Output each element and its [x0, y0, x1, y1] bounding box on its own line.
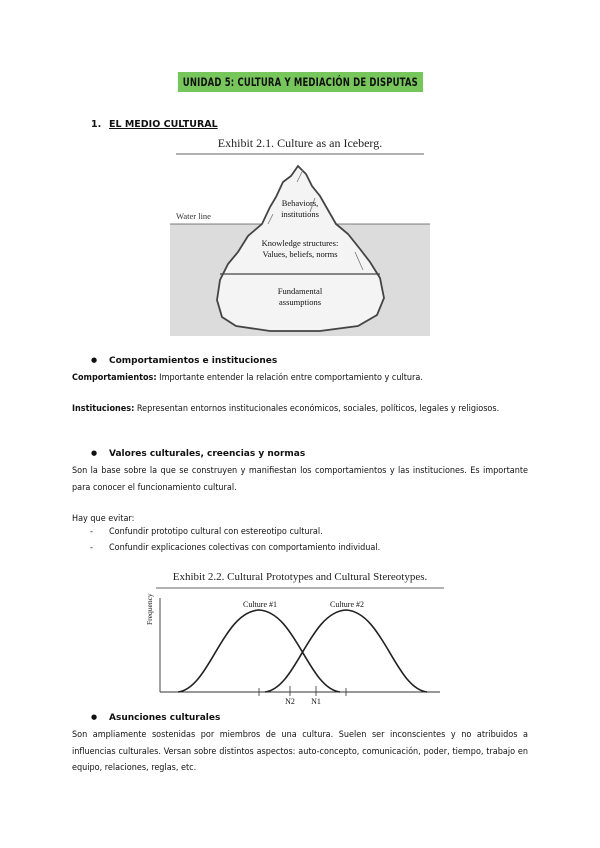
bullet2-label: Valores culturales, creencias y normas [109, 449, 306, 459]
mid-line1: Knowledge structures: [261, 238, 339, 248]
prototype-stereotype-figure [150, 586, 450, 706]
curve-culture1 [178, 610, 340, 692]
para-asunciones: Son ampliamente sostenidas por miembros de una cultura. Suelen ser inconscientes y no atribuidos a influencias culturales. Versan sobre distintos aspectos: auto-concepto, comunicación, poder, tiempo, trabajo en equipo, relaciones, reglas, etc. [72, 730, 528, 773]
comportamientos-label: Comportamientos: [72, 373, 157, 383]
base-line1: Fundamental [277, 286, 323, 296]
bullet-comportamientos [91, 356, 277, 366]
bullet-icon: ● [91, 449, 98, 457]
n1-label: N1 [311, 697, 321, 706]
exhibit2-caption: Exhibit 2.2. Cultural Prototypes and Cultural Stereotypes. [172, 571, 428, 583]
para-valores: Son la base sobre la que se construyen y manifiestan los comportamientos y las instituciones. Es importante para conocer el funcionamiento cultural. [72, 466, 528, 493]
bullet-icon: ● [91, 356, 98, 364]
evitar-heading: Hay que evitar: [72, 514, 135, 524]
base-line2: assumptions [278, 297, 322, 307]
bullet-asunciones [91, 713, 220, 723]
bullet1-label: Comportamientos e instituciones [109, 356, 278, 366]
curve-culture2 [265, 610, 427, 692]
instituciones-text: Representan entornos institucionales económicos, sociales, políticos, legales y religiosos. [134, 404, 500, 414]
instituciones-label: Instituciones: [72, 404, 135, 414]
culture1-label: Culture #1 [243, 600, 277, 609]
evitar-item-text: Confundir prototipo cultural con estereotipo cultural. [109, 527, 323, 537]
culture2-label: Culture #2 [330, 600, 364, 609]
water-line-label: Water line [176, 211, 211, 221]
section-heading [91, 119, 218, 130]
iceberg-middle-label [245, 238, 355, 260]
n2-label: N2 [285, 697, 295, 706]
bullet-valores [91, 449, 305, 459]
para-comportamientos [72, 370, 528, 387]
y-axis-label: Frequency [145, 593, 154, 625]
bullet-icon: ● [91, 713, 98, 721]
iceberg-tip-label [260, 198, 340, 220]
section-label: EL MEDIO CULTURAL [109, 119, 218, 130]
para-instituciones [72, 401, 528, 418]
evitar-item: - Confundir explicaciones colectivas con comportamiento individual. [90, 543, 381, 553]
comportamientos-text: Importante entender la relación entre comportamiento y cultura. [156, 373, 423, 383]
iceberg-base-label [250, 286, 350, 308]
evitar-item-text: Confundir explicaciones colectivas con comportamiento individual. [109, 543, 381, 553]
tip-line1: Behaviors, [281, 198, 319, 208]
exhibit1-caption: Exhibit 2.1. Culture as an Iceberg. [217, 136, 383, 150]
mid-line2: Values, beliefs, norms [262, 249, 338, 259]
tip-line2: institutions [281, 209, 319, 219]
evitar-item: - Confundir prototipo cultural con estereotipo cultural. [90, 527, 323, 537]
section-number: 1. [91, 119, 102, 130]
document-title: UNIDAD 5: CULTURA Y MEDIACIÓN DE DISPUTAS [178, 72, 423, 92]
bullet3-label: Asunciones culturales [109, 713, 221, 723]
